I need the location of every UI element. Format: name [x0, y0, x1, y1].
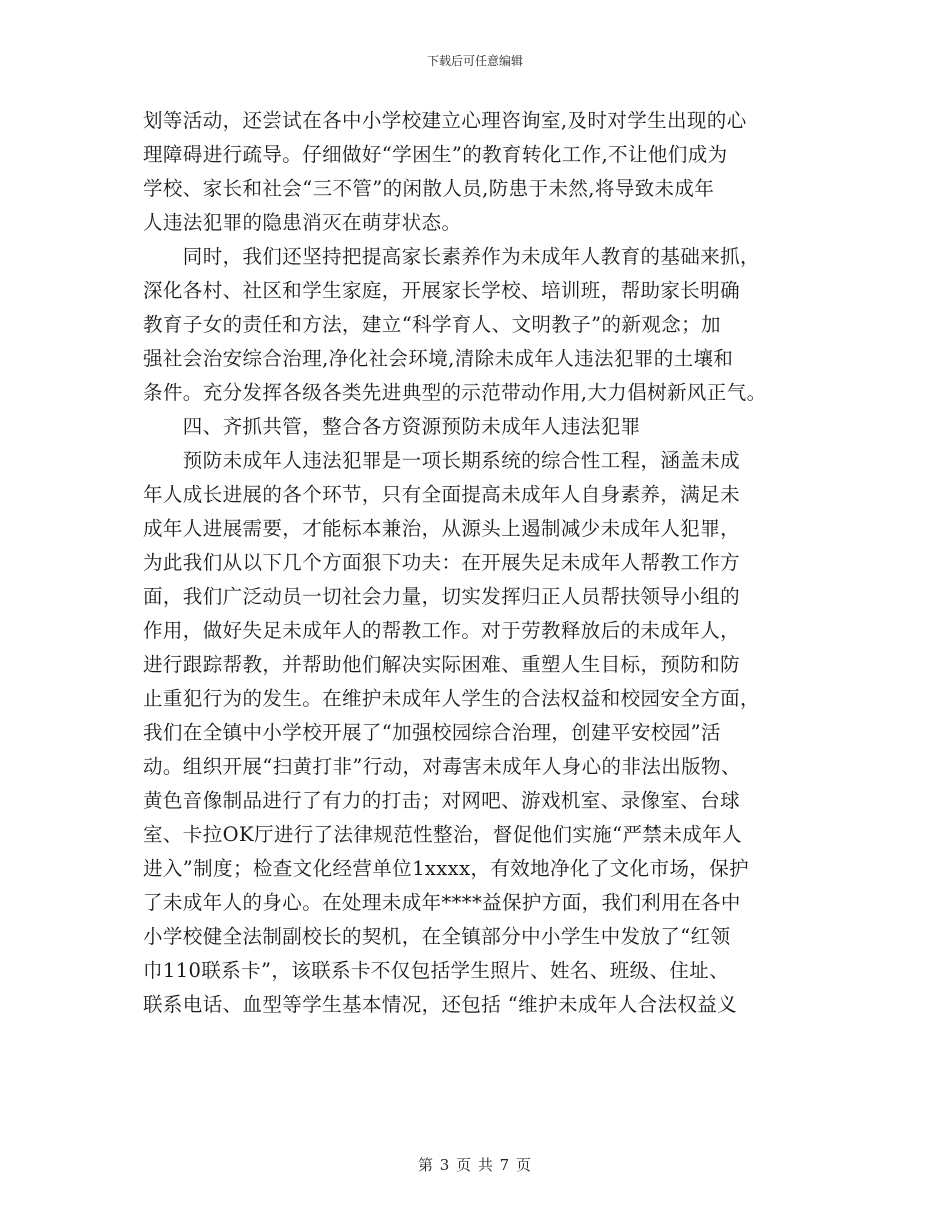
text-line: 小学校健全法制副校长的契机，在全镇部分中小学生中发放了“红领 — [143, 925, 731, 948]
text-line: 动。组织开展“扫黄打非”行动，对毒害未成年人身心的非法出版物、 — [143, 755, 741, 778]
text-line: 划等活动，还尝试在各中小学校建立心理咨询室,及时对学生出现的心 — [143, 109, 747, 132]
text-line: 理障碍进行疏导。仔细做好“学困生”的教育转化工作,不让他们成为 — [143, 143, 728, 166]
text-line: 进行跟踪帮教，并帮助他们解决实际困难、重塑人生目标，预防和防 — [143, 653, 741, 676]
text-line: 作用，做好失足未成年人的帮教工作。对于劳教释放后的未成年人， — [143, 619, 741, 642]
body-text — [143, 104, 823, 1022]
text-line: 人违法犯罪的隐患消灭在萌芽状态。 — [143, 211, 462, 234]
text-line: 我们在全镇中小学校开展了“加强校园综合治理，创建平安校园”活 — [143, 721, 721, 744]
text-line: 教育子女的责任和方法，建立“科学育人、文明教子”的新观念；加 — [143, 313, 721, 336]
text-line: 了未成年人的身心。在处理未成年****益保护方面，我们利用在各中 — [143, 891, 741, 914]
page-footer: 第 3 页 共 7 页 — [418, 1156, 532, 1174]
section-heading: 四、齐抓共管，整合各方资源预防未成年人违法犯罪 — [143, 415, 641, 438]
text-line: 预防未成年人违法犯罪是一项长期系统的综合性工程，涵盖未成 — [143, 449, 741, 472]
text-line: 为此我们从以下几个方面狠下功夫：在开展失足未成年人帮教工作方 — [143, 551, 741, 574]
page-header: 下载后可任意编辑 — [426, 54, 523, 68]
text-line: 面，我们广泛动员一切社会力量，切实发挥归正人员帮扶领导小组的 — [143, 585, 741, 608]
text-line: 深化各村、社区和学生家庭，开展家长学校、培训班，帮助家长明确 — [143, 279, 741, 302]
text-line: 止重犯行为的发生。在维护未成年人学生的合法权益和校园安全方面， — [143, 687, 760, 710]
text-line: 强社会治安综合治理,净化社会环境,清除未成年人违法犯罪的土壤和 — [143, 347, 734, 370]
text-line: 条件。充分发挥各级各类先进典型的示范带动作用,大力倡树新风正气。 — [143, 381, 767, 404]
text-line: 进入”制度；检查文化经营单位1xxxx，有效地净化了文化市场，保护 — [143, 857, 750, 880]
text-line: 黄色音像制品进行了有力的打击；对网吧、游戏机室、录像室、台球 — [143, 789, 741, 812]
text-line: 年人成长进展的各个环节，只有全面提高未成年人自身素养，满足未 — [143, 483, 741, 506]
text-line: 学校、家长和社会“三不管”的闲散人员,防患于未然,将导致未成年 — [143, 177, 715, 200]
text-line: 巾110联系卡”，该联系卡不仅包括学生照片、姓名、班级、住址、 — [143, 959, 730, 982]
text-line: 成年人进展需要，才能标本兼治，从源头上遏制减少未成年人犯罪， — [143, 517, 741, 540]
text-line: 联系电话、血型等学生基本情况，还包括 “维护未成年人合法权益义 — [143, 993, 738, 1016]
text-line: 室、卡拉OK厅进行了法律规范性整治，督促他们实施“严禁未成年人 — [143, 823, 742, 846]
text-line: 同时，我们还坚持把提高家长素养作为未成年人教育的基础来抓， — [143, 245, 760, 268]
